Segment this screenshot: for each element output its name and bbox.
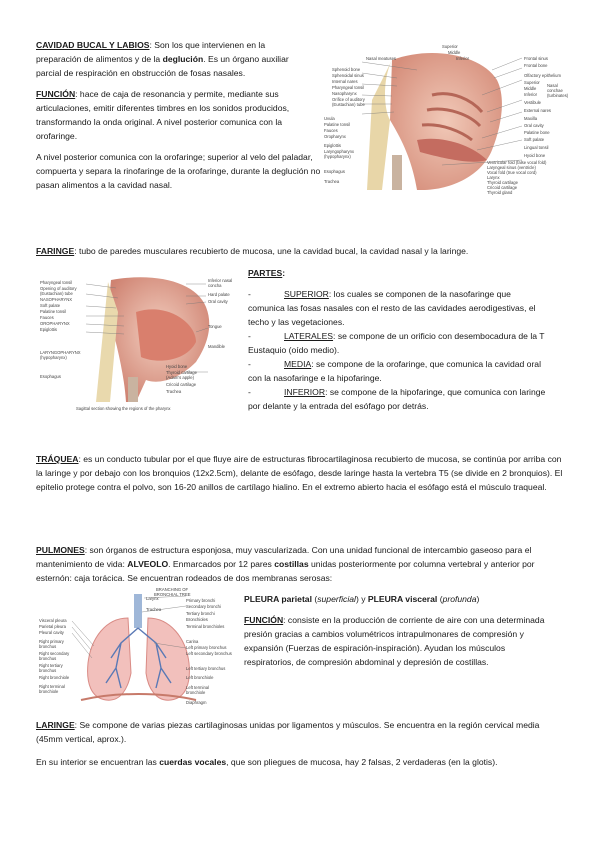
svg-text:Hyoid bone: Hyoid bone [524,153,546,158]
svg-text:Vocal fold (true vocal cord): Vocal fold (true vocal cord) [487,170,537,175]
svg-text:Esophagus: Esophagus [40,374,61,379]
lungs-figure [36,588,242,708]
svg-text:Inferior nasal: Inferior nasal [208,278,233,283]
svg-text:Left terminal: Left terminal [186,685,210,690]
svg-text:Sphenoid bone: Sphenoid bone [332,67,361,72]
svg-text:Maxilla: Maxilla [524,116,538,121]
svg-text:Pharyngeal tonsil: Pharyngeal tonsil [332,85,365,90]
svg-text:Carina: Carina [186,639,199,644]
svg-text:Parietal pleura: Parietal pleura [39,624,67,629]
svg-text:Trachea: Trachea [166,389,182,394]
svg-text:Orifice of auditory: Orifice of auditory [332,97,365,102]
svg-text:Superior: Superior [524,80,540,85]
svg-text:Left tertiary bronchus: Left tertiary bronchus [186,666,226,671]
svg-text:BRONCHIAL TREE: BRONCHIAL TREE [154,592,191,597]
svg-text:Middle: Middle [448,50,461,55]
pulmones-intro: PULMONES: son órganos de estructura esponjosa, muy vascularizada. Con una unidad funcional de intercambio gaseoso para el mantenimiento de vida: ALVEOLO. Enmarcados por 12 pares costillas unidas posteriormente por columna vertebral y anterior por esternón: caja torácica. Se encuentran rodeados de dos membranas serosas: [36,545,535,583]
svg-text:Larynx: Larynx [487,175,500,180]
svg-text:BRANCHING OF: BRANCHING OF [156,587,189,592]
svg-text:bronchus: bronchus [39,644,57,649]
faringe-partes: PARTES: - SUPERIOR: los cuales se componen de la nasofaringe que comunica las fosas nasales con el resto de las cavidades aerodigestivas, el techo y las vegetaciones. - LATERALES: se compone de un orificio con desembocadura de la T Eustaquio (oído medio). - MEDIA: se compone de la orofaringe, que comunica la cavidad oral con la nasofaringe e la hipofaringe. - INFERIOR: se compone de la hipofaringe, que comunica con laringe por delante y la entrada del esófago por detrás. [248,266,548,413]
nasal-cavity-illustration [322,40,569,195]
svg-text:Sphenoidal sinus: Sphenoidal sinus [332,73,364,78]
traquea-heading: TRÁQUEA [36,454,79,464]
svg-text:Right terminal: Right terminal [39,684,65,689]
svg-text:Oral cavity: Oral cavity [208,299,228,304]
svg-text:Secondary bronchi: Secondary bronchi [186,604,221,609]
svg-text:Olfactory epithelium: Olfactory epithelium [524,73,562,78]
svg-text:Diaphragm: Diaphragm [186,700,207,705]
svg-text:(Eustachian) tube: (Eustachian) tube [332,102,365,107]
partes-item-inferior: - INFERIOR: se compone de la hipofaringe, que comunica con laringe por delante y la entrada del esófago por detrás. [248,387,546,411]
laringe-cuerdas-paragraph: En su interior se encuentran las cuerdas vocales, que son pliegues de mucosa, hay 2 falsas, 2 verdaderas (en la glotis). [36,757,498,767]
pulmones-funcion-label: FUNCIÓN [244,615,284,625]
nasal-cavity-figure [322,40,569,195]
svg-text:(Eustachian) tube: (Eustachian) tube [40,291,73,296]
svg-text:Pharyngeal tonsil: Pharyngeal tonsil [40,280,73,285]
svg-text:OROPHARYNX: OROPHARYNX [40,321,70,326]
cavidad-paragraph: CAVIDAD BUCAL Y LABIOS: Son los que intervienen en la preparación de alimentos y de la deglución. Es un órgano auxiliar parcial de respiración en obstrucción de fosas nasales. [36,40,289,78]
svg-text:bronchus: bronchus [39,668,57,673]
svg-text:Cricoid cartilage: Cricoid cartilage [487,185,518,190]
svg-text:Bronchioles: Bronchioles [186,617,208,622]
svg-text:Left bronchiole: Left bronchiole [186,675,214,680]
svg-text:(hypopharynx): (hypopharynx) [40,355,67,360]
svg-text:(turbinates): (turbinates) [547,93,569,98]
svg-text:External nares: External nares [524,108,551,113]
traquea-section: TRÁQUEA: es un conducto tubular por el que fluye aire de estructuras fibrocartilaginosa recubierto de mucosa, se continúa por arriba con la laringe y por debajo con los bronquios (12x2.5cm), delante de esófago, desde laringe hasta la vertebra T5 (se divide en 2 bronquios). El epitelio protege contra el polvo, son 16-20 anillos de cartílago hialino. En el extremo abierto hacia el esófago está el músculo traqueal. [36,454,563,492]
laringe-heading: LARINGE [36,720,75,730]
svg-text:Visceral pleura: Visceral pleura [39,618,67,623]
pulmones-heading: PULMONES [36,545,85,555]
svg-text:Trachea: Trachea [324,179,340,184]
svg-text:Internal nares: Internal nares [332,79,358,84]
svg-text:bronchiole: bronchiole [186,690,206,695]
svg-text:Lingual tonsil: Lingual tonsil [524,145,549,150]
svg-text:Vestibule: Vestibule [524,100,541,105]
pharynx-illustration [36,272,246,414]
svg-text:Epiglottis: Epiglottis [40,327,57,332]
partes-item-superior: - SUPERIOR: los cuales se componen de la nasofaringe que comunica las fosas nasales con el resto de las cavidades aerodigestivas, el techo y las vegetaciones. [248,289,536,327]
svg-text:Inferior: Inferior [524,92,538,97]
svg-text:Oropharynx: Oropharynx [324,134,346,139]
svg-text:Tertiary bronchi: Tertiary bronchi [186,611,215,616]
svg-text:Palatine bone: Palatine bone [524,130,550,135]
svg-text:Fauces: Fauces [324,128,338,133]
svg-text:Trachea: Trachea [146,607,162,612]
svg-text:Sagittal section showing the r: Sagittal section showing the regions of the pharynx [76,406,171,411]
svg-text:Tongue: Tongue [208,324,222,329]
svg-text:Laryngeal sinus (ventricle): Laryngeal sinus (ventricle) [487,165,536,170]
svg-text:Epiglottis: Epiglottis [324,143,341,148]
svg-text:Inferior: Inferior [456,56,470,61]
partes-label: PARTES [248,268,283,278]
svg-text:Frontal bone: Frontal bone [524,63,548,68]
svg-text:conchae: conchae [547,88,563,93]
svg-text:Superior: Superior [442,44,458,49]
svg-text:Thyroid gland: Thyroid gland [487,190,513,195]
svg-text:LARYNGOPHARYNX: LARYNGOPHARYNX [40,350,81,355]
svg-text:Frontal sinus: Frontal sinus [524,56,548,61]
svg-text:Uvula: Uvula [324,116,335,121]
svg-text:Soft palate: Soft palate [40,303,61,308]
svg-text:Hard palate: Hard palate [208,292,230,297]
cavidad-funcion-label: FUNCIÓN [36,89,76,99]
svg-text:Right secondary: Right secondary [39,651,70,656]
faringe-heading: FARINGE [36,246,75,256]
svg-text:Primary bronchi: Primary bronchi [186,598,216,603]
faringe-intro: FARINGE: tubo de paredes musculares recubierto de mucosa, une la cavidad bucal, la cavidad nasal y la laringe. [36,246,469,256]
svg-text:Right tertiary: Right tertiary [39,663,63,668]
svg-text:Terminal bronchioles: Terminal bronchioles [186,624,225,629]
svg-text:Thyroid cartilage: Thyroid cartilage [166,370,197,375]
svg-text:Thyroid cartilage: Thyroid cartilage [487,180,518,185]
cavidad-funcion-paragraph: FUNCIÓN: hace de caja de resonancia y permite, mediante sus articulaciones, emitir diferentes timbres en los sonidos producidos, transformando la onda original. A nivel posterior comunica con la orofaringe. [36,89,290,141]
svg-text:Soft palate: Soft palate [524,137,545,142]
cavidad-heading: CAVIDAD BUCAL Y LABIOS [36,40,150,50]
svg-text:Nasal: Nasal [547,83,558,88]
svg-text:Nasopharynx: Nasopharynx [332,91,357,96]
svg-text:Oral cavity: Oral cavity [524,123,544,128]
svg-text:Palatine tonsil: Palatine tonsil [324,122,351,127]
svg-text:Left primary bronchus: Left primary bronchus [186,645,227,650]
svg-text:Right bronchiole: Right bronchiole [39,675,70,680]
svg-text:Cricoid cartilage: Cricoid cartilage [166,382,197,387]
pharynx-figure [36,272,246,414]
svg-text:Ventricular fold (false vocal: Ventricular fold (false vocal fold) [487,160,547,165]
pulmones-funcion-paragraph: FUNCIÓN: consiste en la producción de corriente de aire con una determinada presión gracias a cambios volumétricos intrapulmonares de compresión y expansión (Fuerzas de espiración-inspiración). Ayudan los músculos respiratorios, de compresión abdominal y depresión de costillas. [244,615,545,667]
svg-text:Mandible: Mandible [208,344,225,349]
laringe-section: LARINGE: Se compone de varias piezas cartilaginosas unidas por ligamentos y músculos. Se encuentra en la región cervical media (45mm vertical, aprox.). En su interior se encuentran las cuerdas vocales, que son pliegues de mucosa, hay 2 falsas, 2 verdaderas (en la glotis). [36,718,568,769]
svg-text:(Adam's apple): (Adam's apple) [166,375,195,380]
svg-text:bronchiole: bronchiole [39,689,59,694]
svg-text:Fauces: Fauces [40,315,54,320]
lungs-illustration [36,588,242,708]
partes-item-laterales: - LATERALES: se compone de un orificio con desembocadura de la T Eustaquio (oído medio). [248,331,545,355]
cavidad-posterior-paragraph: A nivel posterior comunica con la orofaringe; superior al velo del paladar, compuerta y separa la rinofaringe de la orofaringe, durante la deglución no pasan alimentos a la cavidad nasal. [36,152,321,190]
svg-text:Left secondary bronchus: Left secondary bronchus [186,651,232,656]
pulmones-pleura-funcion [244,592,554,669]
svg-text:Palatine tonsil: Palatine tonsil [40,309,67,314]
svg-text:bronchus: bronchus [39,656,57,661]
partes-item-media: - MEDIA: se compone de la orofaringe, que comunica la cavidad oral con la nasofaringe e la hipofaringe. [248,359,542,383]
svg-text:Opening of auditory: Opening of auditory [40,286,77,291]
svg-text:concha: concha [208,283,222,288]
svg-text:Esophagus: Esophagus [324,169,345,174]
pleura-line: PLEURA parietal (superficial) y PLEURA visceral (profunda) [244,594,480,604]
cavidad-section [36,38,321,192]
svg-text:Pleural cavity: Pleural cavity [39,630,64,635]
svg-text:(hypopharynx): (hypopharynx) [324,154,351,159]
svg-text:Middle: Middle [524,86,537,91]
svg-text:Hyoid bone: Hyoid bone [166,364,188,369]
svg-text:Right primary: Right primary [39,639,64,644]
svg-text:NASOPHARYNX: NASOPHARYNX [40,297,73,302]
svg-text:Nasal meatuses: Nasal meatuses [366,56,397,61]
svg-text:Laryngopharynx: Laryngopharynx [324,149,355,154]
svg-text:Larynx: Larynx [146,596,159,601]
